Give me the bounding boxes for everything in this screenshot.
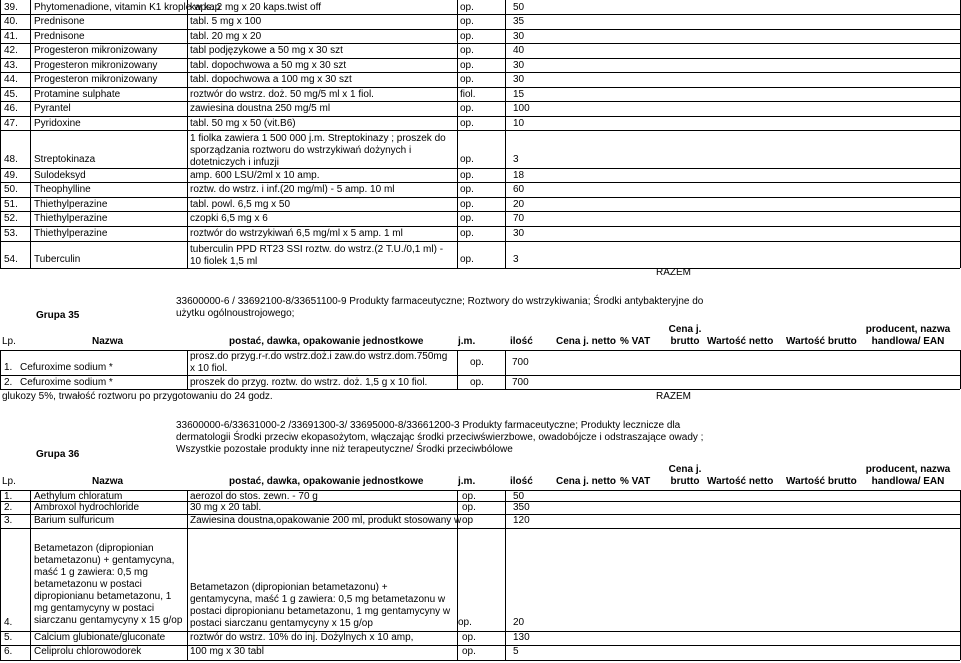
group-35-razem: RAZEM [656, 391, 691, 402]
header-vat: % VAT [620, 336, 651, 347]
column-border [187, 490, 188, 660]
quantity: 3 [513, 154, 519, 165]
row-number: 47. [4, 118, 18, 129]
row-border [0, 350, 960, 351]
row-number: 51. [4, 199, 18, 210]
row-number: 2. [4, 502, 13, 513]
drug-name: Barium sulfuricum [34, 515, 115, 526]
column-border [187, 0, 188, 268]
column-border [187, 350, 188, 389]
header-wartosc-brutto: Wartość brutto [786, 476, 857, 487]
unit: op [462, 515, 474, 526]
drug-form: 30 mg x 20 tabl. [190, 502, 262, 513]
row-number: 39. [4, 2, 18, 13]
quantity: 30 [513, 74, 525, 85]
row-border [0, 389, 960, 390]
row-border [0, 168, 960, 169]
drug-form: proszek do przyg. roztw. do wstrz. doż. 1,5 g x 10 fiol. [190, 377, 428, 388]
unit: op. [460, 60, 474, 71]
header-wartosc-brutto: Wartość brutto [786, 336, 857, 347]
row-number: 3. [4, 515, 13, 526]
row-number: 4. [4, 617, 13, 628]
drug-name: Thiethylperazine [34, 199, 108, 210]
drug-form: roztwór do wstrz. doż. 50 mg/5 ml x 1 fiol. [190, 89, 374, 100]
drug-name: Progesteron mikronizowany [34, 74, 158, 85]
header-producent: producent, nazwa handlowa/ EAN [865, 464, 951, 487]
drug-name: Streptokinaza [34, 154, 96, 165]
unit: op. [460, 74, 474, 85]
row-number: 43. [4, 60, 18, 71]
drug-name: Pyrantel [34, 103, 71, 114]
row-number: 1. [4, 362, 13, 373]
quantity: 30 [513, 60, 525, 71]
drug-name: Thiethylperazine [34, 213, 108, 224]
header-producent: producent, nazwa handlowa/ EAN [865, 324, 951, 347]
row-number: 45. [4, 89, 18, 100]
unit: op. [462, 491, 476, 502]
unit: op. [462, 646, 476, 657]
drug-form: amp. 600 LSU/2ml x 10 amp. [190, 170, 320, 181]
drug-form: zawiesina doustna 250 mg/5 ml [190, 103, 331, 114]
row-border [0, 268, 960, 269]
drug-name: Prednisone [34, 31, 85, 42]
header-cena-netto: Cena j. netto [556, 476, 617, 487]
drug-name: Sulodeksyd [34, 170, 86, 181]
drug-name: Betametazon (dipropionian betametazonu) + gentamycyna, maść 1 g zawiera: 0,5 mg betametazonu w postaci dipropionianu betametazonu, 1 mg gentamycyny w postaci siarczanu gentamycyny x 15 g/op [34, 543, 183, 626]
column-border [457, 490, 458, 660]
drug-name: Prednisone [34, 16, 85, 27]
drug-form: tabl podjęzykowe a 50 mg x 30 szt [190, 45, 343, 56]
row-border [0, 375, 960, 376]
quantity: 60 [513, 184, 525, 195]
unit: op. [460, 2, 474, 13]
header-nazwa: Nazwa [92, 476, 124, 487]
column-border [0, 0, 1, 268]
quantity: 15 [513, 89, 525, 100]
unit: fiol. [460, 89, 476, 100]
drug-form: czopki 6,5 mg x 6 [190, 213, 268, 224]
quantity: 3 [513, 254, 519, 265]
drug-name: Tuberculin [34, 254, 81, 265]
row-border [0, 29, 960, 30]
unit: op. [458, 617, 472, 628]
quantity: 700 [512, 357, 529, 368]
row-number: 41. [4, 31, 18, 42]
group-36-title: Grupa 36 [36, 449, 80, 460]
column-border [505, 490, 506, 660]
quantity: 5 [513, 646, 519, 657]
drug-form: tabl. 5 mg x 100 [190, 16, 262, 27]
quantity: 100 [513, 103, 530, 114]
header-lp: Lp. [2, 476, 16, 487]
row-border [0, 241, 960, 242]
drug-name: Pyridoxine [34, 118, 81, 129]
drug-name: Celiprolu chlorowodorek [34, 646, 142, 657]
column-border [0, 350, 1, 389]
quantity: 700 [512, 377, 529, 388]
drug-name: Theophylline [34, 184, 91, 195]
row-border [0, 130, 960, 131]
drug-form: tuberculin PPD RT23 SSI roztw. do wstrz.(2 T.U./0,1 ml) - 10 fiolek 1,5 ml [190, 244, 444, 267]
row-number: 6. [4, 646, 13, 657]
drug-form: tabl. 20 mg x 20 [190, 31, 262, 42]
drug-name: Thiethylperazine [34, 228, 108, 239]
drug-form: roztw. do wstrz. i inf.(20 mg/ml) - 5 amp. 10 ml [190, 184, 395, 195]
column-border [30, 490, 31, 660]
header-cena-brutto: Cena j. brutto [668, 464, 702, 487]
drug-form: prosz.do przyg.r-r.do wstrz.doż.i zaw.do wstrz.dom.750mg x 10 fiol. [190, 351, 448, 374]
header-jm: j.m. [458, 336, 476, 347]
row-number: 42. [4, 45, 18, 56]
quantity: 350 [513, 502, 530, 513]
row-number: 53. [4, 228, 18, 239]
drug-form: Zawiesina doustna,opakowanie 200 ml, produkt stosowany w [190, 515, 462, 526]
row-number: 44. [4, 74, 18, 85]
group-35-title: Grupa 35 [36, 310, 80, 321]
row-number: 50. [4, 184, 18, 195]
row-border [0, 182, 960, 183]
quantity: 50 [513, 2, 525, 13]
drug-name: Protamine sulphate [34, 89, 121, 100]
column-border [505, 350, 506, 389]
drug-form: 100 mg x 30 tabl [190, 646, 264, 657]
unit: op. [460, 16, 474, 27]
column-border [30, 0, 31, 268]
unit: op. [460, 103, 474, 114]
quantity: 130 [513, 632, 530, 643]
header-vat: % VAT [620, 476, 651, 487]
header-nazwa: Nazwa [92, 336, 124, 347]
row-number: 46. [4, 103, 18, 114]
drug-form: tabl. dopochwowa a 50 mg x 30 szt [190, 60, 347, 71]
row-border [0, 226, 960, 227]
quantity: 40 [513, 45, 525, 56]
drug-name: Aethylum chloratum [34, 491, 123, 502]
row-border [0, 528, 960, 529]
quantity: 30 [513, 228, 525, 239]
quantity: 20 [513, 617, 525, 628]
quantity: 35 [513, 16, 525, 27]
drug-form: roztwór do wstrzykiwań 6,5 mg/ml x 5 amp. 1 ml [190, 228, 403, 239]
drug-form: Betametazon (dipropionian betametazonu) + gentamycyna, maść 1 g zawiera: 0,5 mg betametazonu w postaci dipropionianu betametazonu, 1 mg gentamycyny w postaci siarczanu gentamycyny x 15 g/op [190, 582, 451, 629]
row-border [0, 197, 960, 198]
row-border [0, 43, 960, 44]
row-number: 1. [4, 491, 13, 502]
row-border [0, 211, 960, 212]
row-number: 2. [4, 377, 13, 388]
row-border [0, 660, 960, 661]
unit: op. [460, 228, 474, 239]
column-border [457, 350, 458, 389]
drug-name: Cefuroxime sodium * [20, 377, 113, 388]
row-border [0, 72, 960, 73]
header-wartosc-netto: Wartość netto [707, 476, 774, 487]
unit: op. [460, 45, 474, 56]
row-number: 54. [4, 254, 18, 265]
column-border [0, 490, 1, 660]
unit: op. [460, 31, 474, 42]
header-postac: postać, dawka, opakowanie jednostkowe [229, 476, 424, 487]
row-number: 40. [4, 16, 18, 27]
unit: op. [460, 199, 474, 210]
row-border [0, 58, 960, 59]
drug-form: roztwór do wstrz. 10% do inj. Dożylnych x 10 amp, [190, 632, 414, 643]
drug-name: Progesteron mikronizowany [34, 45, 158, 56]
header-cena-netto: Cena j. netto [556, 336, 617, 347]
header-wartosc-netto: Wartość netto [707, 336, 774, 347]
drug-name: Calcium glubionate/gluconate [34, 632, 166, 643]
unit: op. [470, 357, 484, 368]
quantity: 20 [513, 199, 525, 210]
header-ilosc: ilość [510, 336, 533, 347]
row-border [0, 87, 960, 88]
razem-label: RAZEM [656, 267, 691, 278]
row-number: 48. [4, 154, 18, 165]
unit: op. [462, 502, 476, 513]
unit: op. [462, 632, 476, 643]
header-ilosc: ilość [510, 476, 533, 487]
drug-name: Ambroxol hydrochloride [34, 502, 140, 513]
header-postac: postać, dawka, opakowanie jednostkowe [229, 336, 424, 347]
row-number: 49. [4, 170, 18, 181]
quantity: 18 [513, 170, 525, 181]
drug-form: tabl. dopochwowa a 100 mg x 30 szt [190, 74, 352, 85]
unit: op. [460, 154, 474, 165]
drug-name: Progesteron mikronizowany [34, 60, 158, 71]
unit: op. [460, 254, 474, 265]
unit: op. [460, 118, 474, 129]
drug-form: tabl. powl. 6,5 mg x 50 [190, 199, 291, 210]
header-lp: Lp. [2, 336, 16, 347]
group-36-description: 33600000-6/33631000-2 /33691300-3/ 33695000-8/33661200-3 Produkty farmaceutyczne; Produkty lecznicze dla dermatologii Środki przeciw ekopasożytom, włączając środki przeciwświerzbowe, owadobójcze i odstraszające owady ; Wszystkie pozostałe produkty inne niż terapeutyczne/ Środki przeciwbólowe [176, 420, 704, 455]
quantity: 120 [513, 515, 530, 526]
drug-form: 1 fiolka zawiera 1 500 000 j.m. Streptokinazy ; proszek do sporządzania roztworu do wstrzykiwań dożynych i dotetniczych i infuzji [190, 133, 446, 168]
row-border [0, 116, 960, 117]
drug-name: Phytomenadione, vitamin K1 krople w kap [34, 2, 221, 13]
drug-form: aerozol do stos. zewn. - 70 g [190, 491, 318, 502]
row-number: 52. [4, 213, 18, 224]
drug-form: kaps. 2 mg x 20 kaps.twist off [190, 2, 321, 13]
header-jm: j.m. [458, 476, 476, 487]
drug-form: tabl. 50 mg x 50 (vit.B6) [190, 118, 296, 129]
row-border [0, 14, 960, 15]
group-35-description: 33600000-6 / 33692100-8/33651100-9 Produkty farmaceutyczne; Roztwory do wstrzykiwania; Środki antybakteryjne do użytku ogólnoustrojowego; [176, 296, 704, 319]
column-border [457, 0, 458, 268]
quantity: 50 [513, 491, 525, 502]
unit: op. [460, 184, 474, 195]
quantity: 30 [513, 31, 525, 42]
drug-name: Cefuroxime sodium * [20, 362, 113, 373]
header-cena-brutto: Cena j. brutto [668, 324, 702, 347]
unit: op. [470, 377, 484, 388]
unit: op. [460, 213, 474, 224]
unit: op. [460, 170, 474, 181]
column-border [505, 0, 506, 268]
quantity: 70 [513, 213, 525, 224]
group-35-footnote: glukozy 5%, trwałość roztworu po przygotowaniu do 24 godz. [2, 391, 273, 402]
row-border [0, 101, 960, 102]
quantity: 10 [513, 118, 525, 129]
row-number: 5. [4, 632, 13, 643]
